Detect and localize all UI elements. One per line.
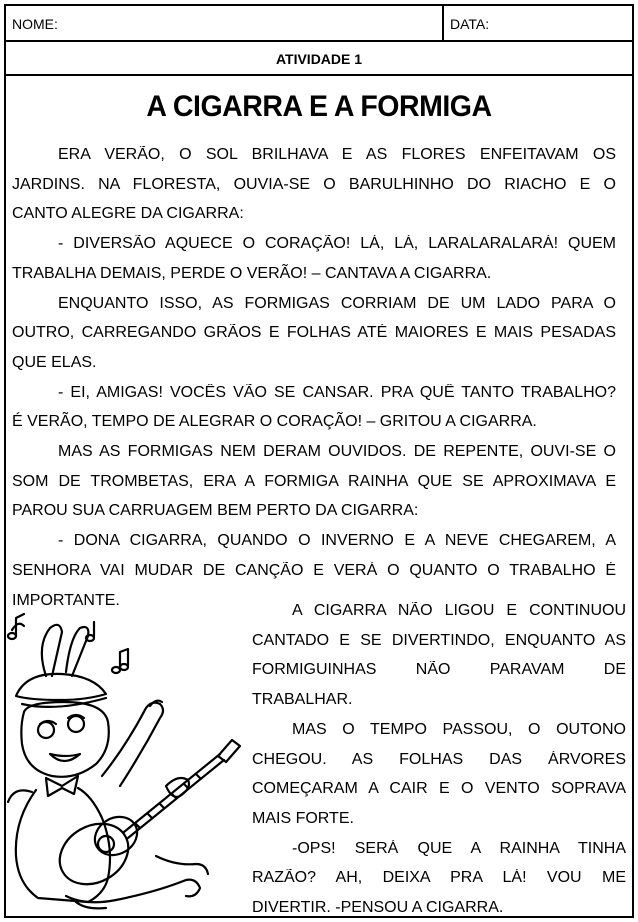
story-line: ENQUANTO ISSO, AS FORMIGAS CORRIAM DE UM LADO PARA O [58, 294, 616, 312]
story-line: SENHORA VAI MUDAR DE CANÇÃO E VERÁ O QUANTO O TRABALHO É [12, 561, 616, 579]
story-line: COMEÇARAM A CAIR E O VENTO SOPRAVA [252, 780, 626, 798]
story-line: QUE ELAS. [12, 353, 97, 371]
date-label: DATA: [450, 16, 490, 32]
story-line: - DIVERSÃO AQUECE O CORAÇÃO! LÁ, LÁ, LARALARALARÁ! QUEM [58, 235, 616, 253]
header-divider [442, 6, 444, 40]
story-line: CANTO ALEGRE DA CIGARRA: [12, 205, 244, 223]
story-line: MAS AS FORMIGAS NEM DERAM OUVIDOS. DE REPENTE, OUVI-SE O [58, 443, 616, 460]
story-line: JARDINS. NA FLORESTA, OUVIA-SE O BARULHINHO DO RIACHO E O [12, 175, 616, 193]
cicada-with-guitar-icon [6, 606, 256, 916]
story-line: PAROU SUA CARRUAGEM BEM PERTO DA CIGARRA: [12, 502, 419, 520]
story-line: DIVERTIR. -PENSOU A CIGARRA. [252, 899, 504, 916]
worksheet [4, 4, 634, 918]
story-line: ERA VERÃO, O SOL BRILHAVA E AS FLORES ENFEITAVAM OS [58, 146, 616, 163]
story-line: IMPORTANTE. [12, 591, 120, 609]
story-line: FORMIGUINHAS NÃO PARAVAM DE [252, 661, 626, 679]
name-label: NOME: [12, 16, 58, 32]
story-line: SOM DE TROMBETAS, ERA A FORMIGA RAINHA QUE SE APROXIMAVA E [12, 472, 616, 490]
story-line: RAZÃO? AH, DEIXA PRA LÁ! VOU ME [252, 869, 626, 887]
story-line: MAS O TEMPO PASSOU, O OUTONO [292, 720, 626, 738]
story-title: A CIGARRA E A FORMIGA [146, 90, 492, 123]
story-line: É VERÃO, TEMPO DE ALEGRAR O CORAÇÃO! – GRITOU A CIGARRA. [12, 413, 537, 431]
activity-label: ATIVIDADE 1 [275, 51, 363, 67]
story-line: - EI, AMIGAS! VOCÊS VÃO SE CANSAR. PRA QUÊ TANTO TRABALHO? [58, 383, 616, 401]
story-line: OUTRO, CARREGANDO GRÃOS E FOLHAS ATÉ MAIORES E MAIS PESADAS [12, 324, 616, 342]
story-line: MAIS FORTE. [252, 809, 354, 827]
story-line: TRABALHA DEMAIS, PERDE O VERÃO! – CANTAVA A CIGARRA. [12, 264, 492, 282]
story-line: - DONA CIGARRA, QUANDO O INVERNO E A NEVE CHEGAREM, A [58, 532, 616, 550]
story-line: CHEGOU. AS FOLHAS DAS ÁRVORES [252, 750, 626, 768]
header-row [6, 6, 632, 42]
story-line: A CIGARRA NÃO LIGOU E CONTINUOU [292, 602, 626, 619]
activity-row [6, 42, 632, 76]
story-line: CANTADO E SE DIVERTINDO, ENQUANTO AS [252, 631, 626, 649]
story-line: -OPS! SERÁ QUE A RAINHA TINHA [292, 839, 626, 857]
story-line: TRABALHAR. [252, 691, 353, 709]
